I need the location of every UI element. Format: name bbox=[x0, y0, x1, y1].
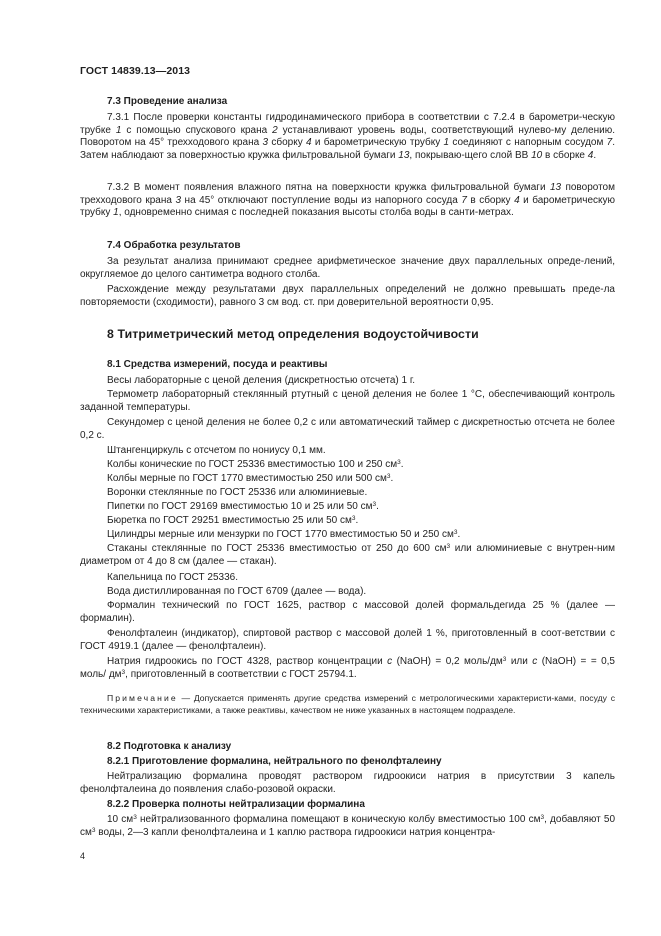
list-item: Воронки стеклянные по ГОСТ 25336 или алюминиевые. bbox=[107, 487, 368, 498]
list-item: Фенолфталеин (индикатор), спиртовой раствор с массовой долей 1 %, приготовленный в соот-ветствии с ГОСТ 4919.1 (далее — фенолфталеин). bbox=[80, 628, 615, 652]
list-item: Колбы конические по ГОСТ 25336 вместимостью 100 и 250 $см^3$. bbox=[107, 459, 404, 470]
paragraph-7-3-2: 7.3.2 В момент появления влажного пятна на поверхности кружка фильтровальной бумаги 13 поворотом трехходового крана 3 на 45° отключают поступление воды из напорного сосуда 7 в сборку 4 и барометрическую трубку 1, одновременно снимая с последней показания высоты столба воды в санти-метрах. bbox=[80, 182, 616, 219]
heading-8-2-2: 8.2.2 Проверка полноты нейтрализации формалина bbox=[107, 799, 365, 810]
list-item: Вода дистиллированная по ГОСТ 6709 (далее — вода). bbox=[107, 586, 367, 597]
paragraph-7-4-2: Расхождение между результатами двух параллельных определений не должно превышать преде-ла повторяемости (сходимости), равного 3 см вод. ст. при доверительной вероятности 0,95. bbox=[80, 284, 615, 308]
heading-7-3: 7.3 Проведение анализа bbox=[107, 96, 228, 107]
list-item: Секундомер с ценой деления не более 0,2 с или автоматический таймер с дискретностью отсчета не более 0,2 с. bbox=[80, 417, 615, 441]
note-label: Примечание bbox=[107, 693, 178, 703]
heading-8-1: 8.1 Средства измерений, посуда и реактивы bbox=[107, 359, 328, 370]
list-item: Цилиндры мерные или мензурки по ГОСТ 1770 вместимостью 50 и 250 $см^3$. bbox=[107, 529, 461, 540]
list-item: Натрия гидроокись по ГОСТ 4328, раствор концентрации с (NaOH) = 0,2 моль/$дм^3$ или с (NaOH) = = 0,5 моль/ $дм^3$, приготовленный в соответствии с ГОСТ 25794.1. bbox=[80, 656, 615, 680]
heading-7-4: 7.4 Обработка результатов bbox=[107, 240, 241, 251]
page-number: 4 bbox=[80, 851, 86, 861]
paragraph-8-2-1: Нейтрализацию формалина проводят раствором гидроокиси натрия в присутствии 3 капель фенолфталеина до появления слабо-розовой окраски. bbox=[80, 771, 615, 795]
list-item: Термометр лабораторный стеклянный ртутный с ценой деления не более 1 °С, обеспечивающий контроль заданной температуры. bbox=[80, 389, 615, 413]
list-item: Стаканы стеклянные по ГОСТ 25336 вместимостью от 250 до 600 $см^3$ или алюминиевые с внутрен-ним диаметром от 4 до 8 см (далее — стакан). bbox=[80, 543, 615, 567]
list-item: Колбы мерные по ГОСТ 1770 вместимостью 250 или 500 $см^3$. bbox=[107, 473, 394, 484]
section-8-title: 8 Титриметрический метод определения водоустойчивости bbox=[107, 327, 479, 341]
list-item: Бюретка по ГОСТ 29251 вместимостью 25 или 50 $см^3$. bbox=[107, 515, 359, 526]
list-item: Капельница по ГОСТ 25336. bbox=[107, 572, 239, 583]
paragraph-7-3-1: 7.3.1 После проверки константы гидродинамического прибора в соответствии с 7.2.4 в барометри-ческую трубке 1 с помощью спускового крана 2 устанавливают уровень воды, соответствующий нулево-му делению. Поворотом на 45° трехходового крана 3 сборку 4 и барометрическую трубку 1 соединяют с напорным сосудом 7. Затем наблюдают за поверхностью кружка фильтровальной бумаги 13, покрываю-щего слой ВВ 10 в сборке 4. bbox=[80, 112, 615, 161]
list-item: Формалин технический по ГОСТ 1625, раствор с массовой долей формальдегида 25 % (далее — формалин). bbox=[80, 600, 615, 624]
list-item: Штангенциркуль с отсчетом по нониусу 0,1 мм. bbox=[107, 445, 326, 456]
note: Примечание — Допускается применять другие средства измерений с метрологическими характеристи-ками, посуду с техническими характеристиками, а также реактивы, качеством не ниже указанных в настоящем подразделе. bbox=[80, 693, 615, 715]
paragraph-8-2-2: 10 $см^3$ нейтрализованного формалина помещают в коническую колбу вместимостью 100 $см^3$, добавляют 50 $см^3$ воды, 2—3 капли фенолфталеина и 1 каплю раствора гидроокиси натрия концентра- bbox=[80, 814, 616, 838]
heading-8-2: 8.2 Подготовка к анализу bbox=[107, 741, 232, 752]
paragraph-7-4-1: За результат анализа принимают среднее арифметическое значение двух параллельных опреде-лений, округляемое до целого сантиметра водного столба. bbox=[80, 256, 615, 280]
document-header: ГОСТ 14839.13—2013 bbox=[80, 65, 191, 77]
list-item: Весы лабораторные с ценой деления (дискретностью отсчета) 1 г. bbox=[107, 375, 416, 386]
list-item: Пипетки по ГОСТ 29169 вместимостью 10 и 25 или 50 $см^3$. bbox=[107, 501, 379, 512]
heading-8-2-1: 8.2.1 Приготовление формалина, нейтрального по фенолфталеину bbox=[107, 756, 442, 767]
